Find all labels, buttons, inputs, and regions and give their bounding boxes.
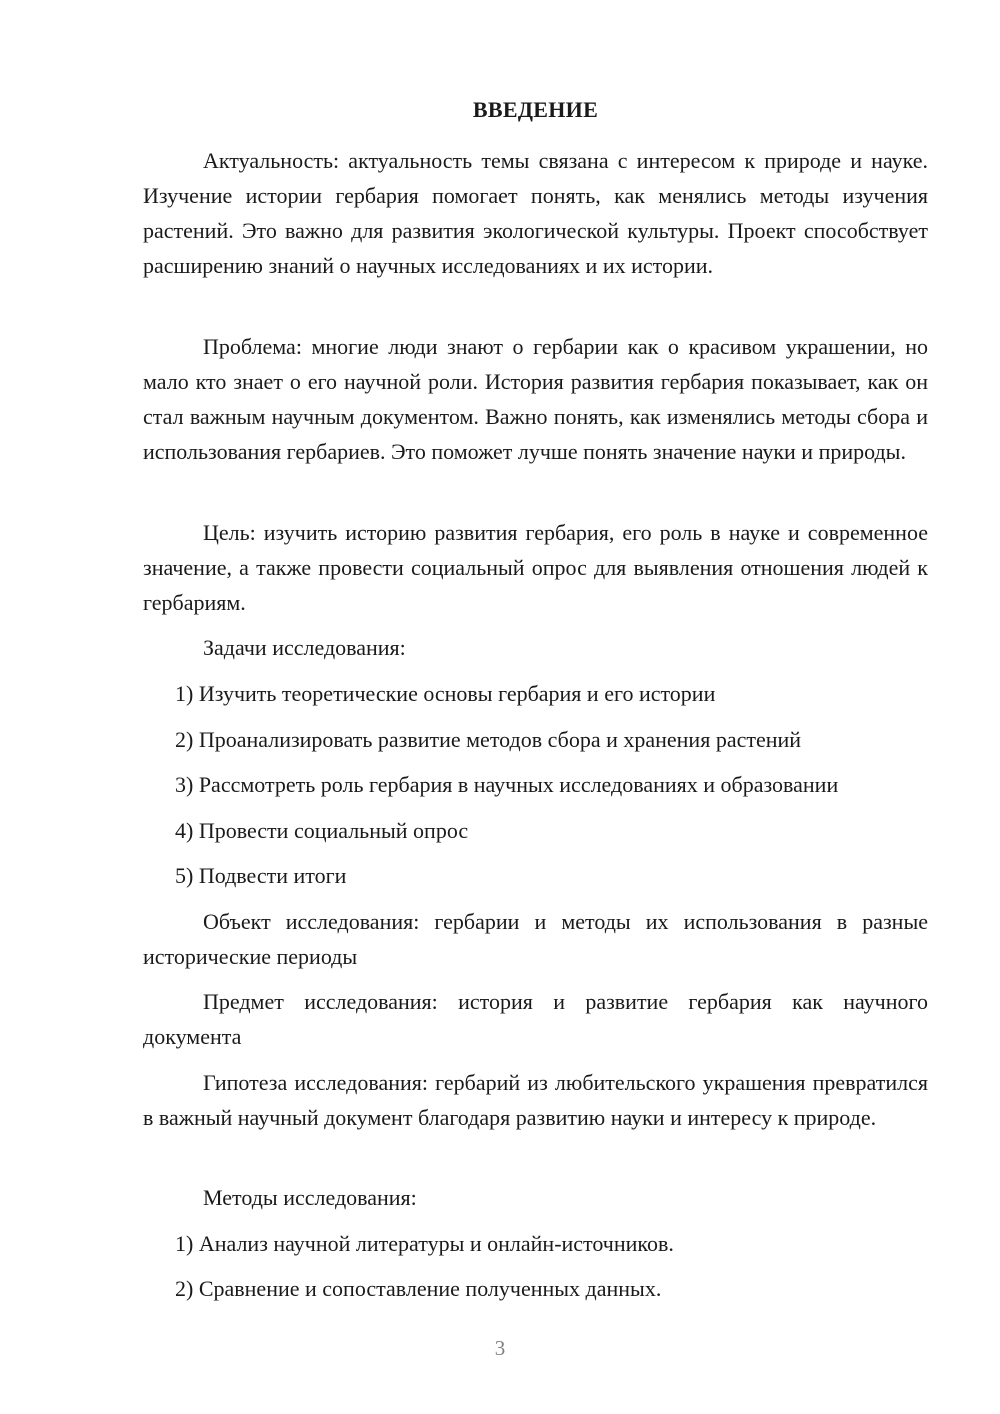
subject-paragraph: Предмет исследования: история и развитие гербария как научного документа — [143, 989, 928, 1049]
task-item-4: 4) Провести социальный опрос — [175, 818, 469, 843]
task-item-5: 5) Подвести итоги — [175, 863, 347, 888]
task-item-2: 2) Проанализировать развитие методов сбора и хранения растений — [175, 727, 802, 752]
page-title: ВВЕДЕНИЕ — [472, 97, 599, 122]
relevance-paragraph: Актуальность: актуальность темы связана с интересом к природе и науке. Изучение истории гербария помогает понять, как менялись методы изучения растений. Это важно для развития экологической культуры. Проект способствует расширению знаний о научных исследованиях и их истории. — [143, 148, 928, 278]
task-item-3: 3) Рассмотреть роль гербария в научных исследованиях и образовании — [175, 772, 839, 797]
hypothesis-paragraph: Гипотеза исследования: гербарий из любительского украшения превратился в важный научный документ благодаря развитию науки и интересу к природе. — [143, 1070, 928, 1130]
method-item-1: 1) Анализ научной литературы и онлайн-источников. — [175, 1231, 674, 1256]
page-number: 3 — [494, 1336, 506, 1360]
object-paragraph: Объект исследования: гербарии и методы их использования в разные исторические периоды — [143, 909, 928, 969]
task-item-1: 1) Изучить теоретические основы гербария и его истории — [175, 681, 716, 706]
method-item-2: 2) Сравнение и сопоставление полученных данных. — [175, 1276, 662, 1301]
problem-paragraph: Проблема: многие люди знают о гербарии как о красивом украшении, но мало кто знает о его научной роли. История развития гербария показывает, как он стал важным научным документом. Важно понять, как изменялись методы сбора и использования гербариев. Это поможет лучше понять значение науки и природы. — [143, 334, 928, 464]
goal-paragraph: Цель: изучить историю развития гербария, его роль в науке и современное значение, а также провести социальный опрос для выявления отношения людей к гербариям. — [143, 520, 928, 615]
tasks-heading: Задачи исследования: — [203, 635, 406, 660]
methods-heading: Методы исследования: — [203, 1185, 417, 1210]
